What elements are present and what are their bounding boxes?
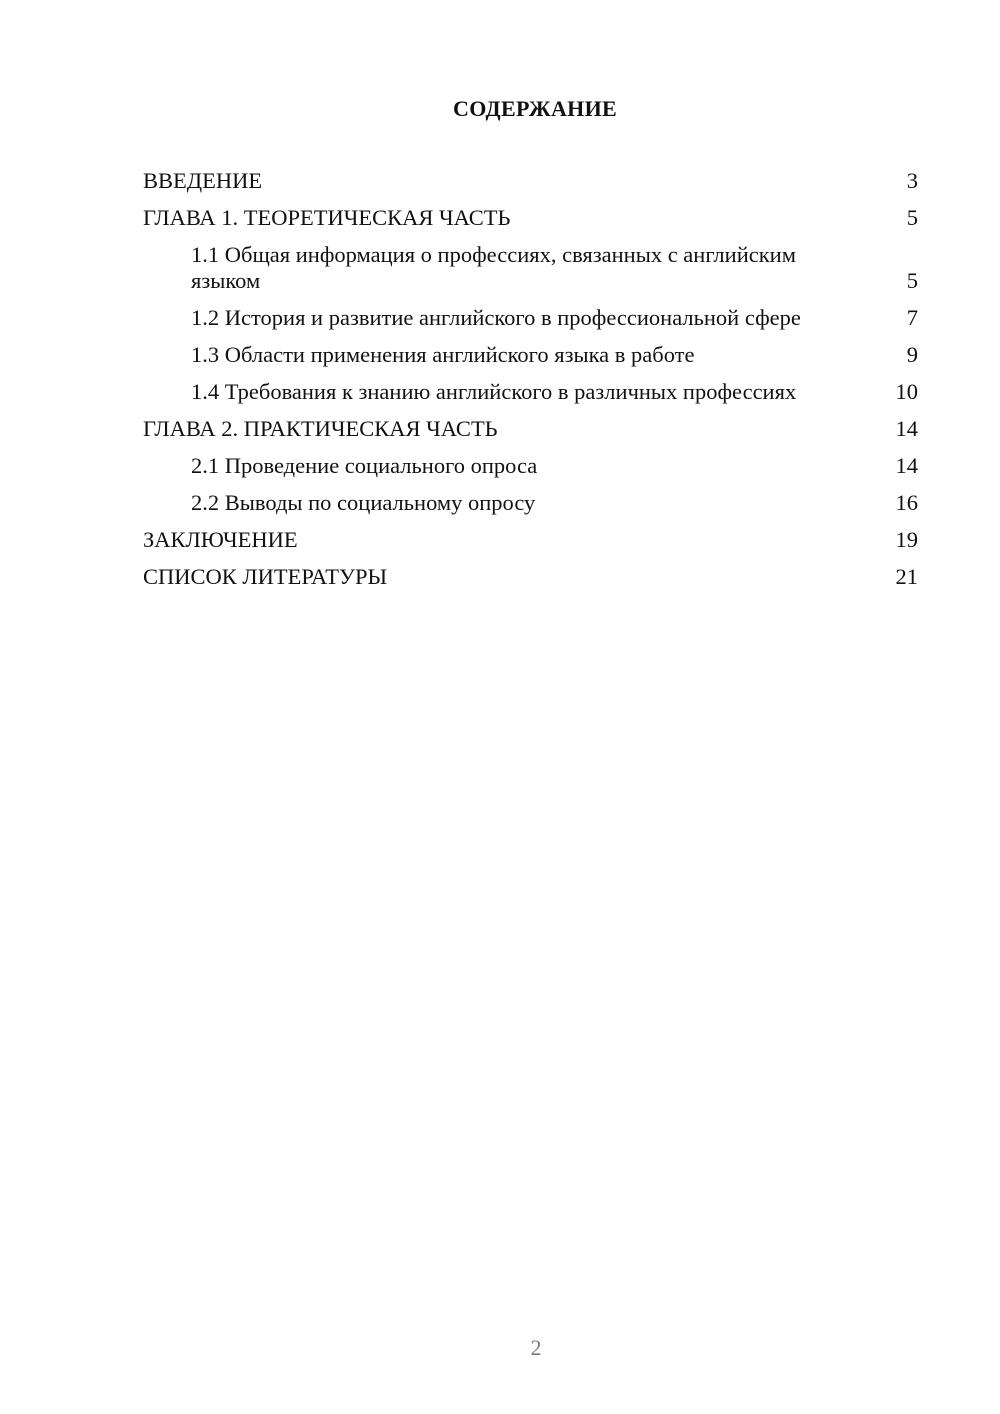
toc-item-label: 2.2 Выводы по социальному опросу bbox=[191, 490, 536, 515]
toc-item-label: ЗАКЛЮЧЕНИЕ bbox=[143, 527, 298, 552]
toc-item-section-1-1[interactable] bbox=[143, 242, 918, 294]
table-of-contents bbox=[143, 168, 918, 601]
toc-item-page: 14 bbox=[895, 453, 918, 478]
page-number: 2 bbox=[530, 1335, 542, 1360]
toc-item-label: 2.1 Проведение социального опроса bbox=[191, 453, 538, 478]
toc-item-section-1-3[interactable] bbox=[143, 342, 918, 368]
page-title: СОДЕРЖАНИЕ bbox=[453, 96, 617, 121]
toc-item-label: 1.3 Области применения английского языка в работе bbox=[191, 342, 695, 367]
toc-item-page: 10 bbox=[895, 379, 918, 404]
toc-item-label: ВВЕДЕНИЕ bbox=[143, 168, 263, 193]
toc-item-label: ГЛАВА 1. ТЕОРЕТИЧЕСКАЯ ЧАСТЬ bbox=[143, 205, 511, 230]
toc-item-introduction[interactable] bbox=[143, 168, 918, 194]
toc-item-label: 1.2 История и развитие английского в профессиональной сфере bbox=[191, 305, 801, 330]
toc-item-bibliography[interactable] bbox=[143, 564, 918, 590]
toc-item-page: 9 bbox=[906, 342, 918, 367]
toc-item-section-1-2[interactable] bbox=[143, 305, 918, 331]
toc-item-page: 5 bbox=[906, 268, 918, 293]
toc-item-chapter-1[interactable] bbox=[143, 205, 918, 231]
toc-item-conclusion[interactable] bbox=[143, 527, 918, 553]
toc-item-label: ГЛАВА 2. ПРАКТИЧЕСКАЯ ЧАСТЬ bbox=[143, 416, 498, 441]
toc-item-section-2-2[interactable] bbox=[143, 490, 918, 516]
toc-item-page: 16 bbox=[895, 490, 918, 515]
toc-item-label: СПИСОК ЛИТЕРАТУРЫ bbox=[143, 564, 388, 589]
toc-item-page: 19 bbox=[895, 527, 918, 552]
toc-item-section-2-1[interactable] bbox=[143, 453, 918, 479]
toc-item-label: 1.1 Общая информация о профессиях, связанных с английским языком bbox=[191, 242, 796, 293]
toc-item-page: 3 bbox=[906, 168, 918, 193]
toc-item-page: 5 bbox=[906, 205, 918, 230]
toc-item-section-1-4[interactable] bbox=[143, 379, 918, 405]
toc-item-page: 7 bbox=[906, 305, 918, 330]
toc-item-page: 21 bbox=[895, 564, 918, 589]
toc-item-page: 14 bbox=[895, 416, 918, 441]
toc-item-chapter-2[interactable] bbox=[143, 416, 918, 442]
toc-item-label: 1.4 Требования к знанию английского в различных профессиях bbox=[191, 379, 797, 404]
